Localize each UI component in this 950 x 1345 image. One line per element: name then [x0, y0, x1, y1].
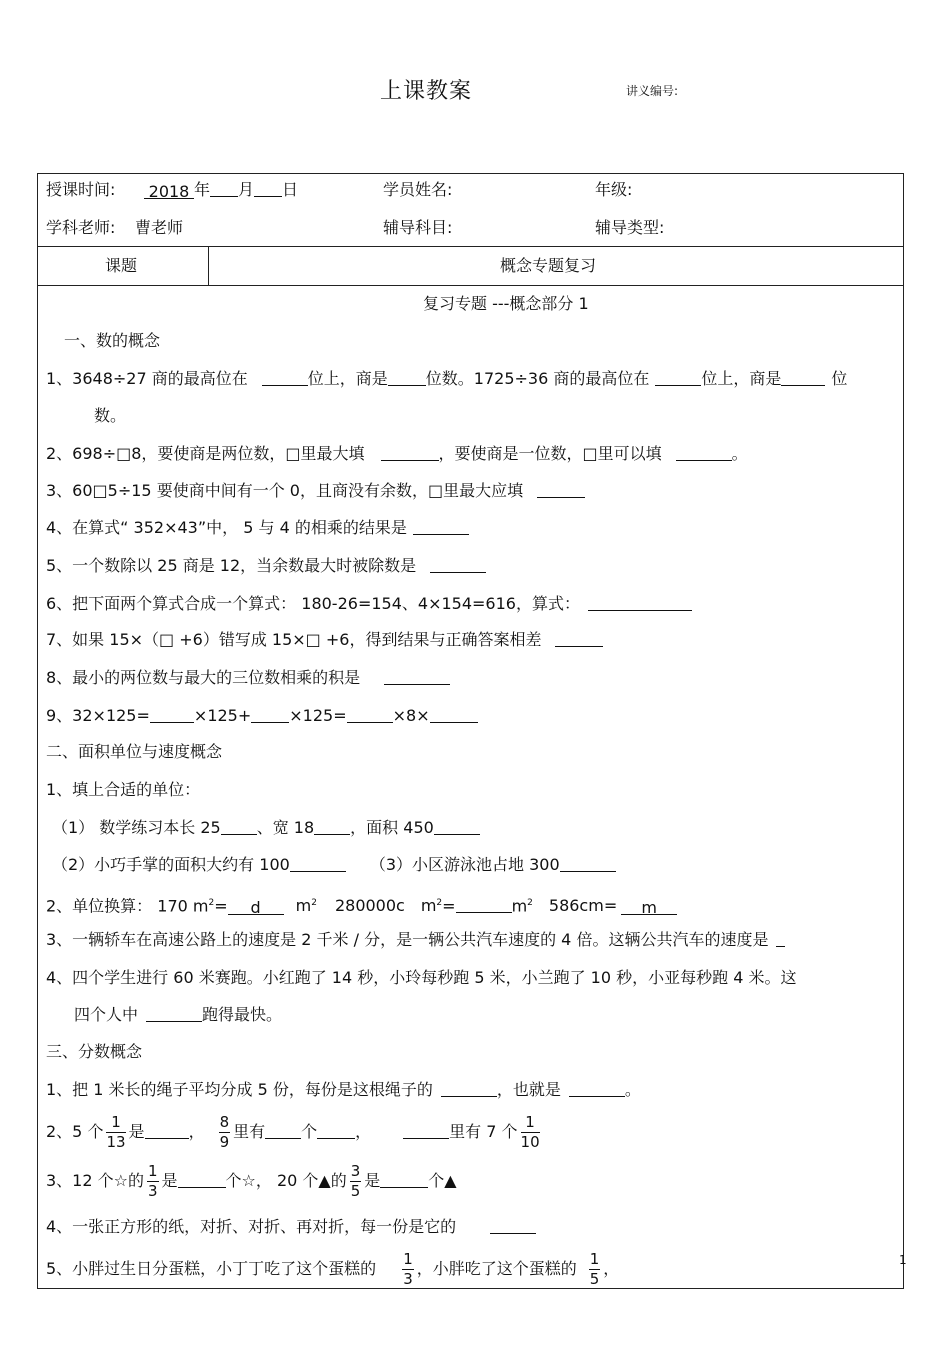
- answer-blank: [569, 1080, 625, 1097]
- answer-blank: [221, 818, 257, 835]
- handout-number-label: 讲义编号:: [626, 84, 679, 98]
- question-2-1-part-1: [52, 818, 480, 838]
- q-text: 4、一张正方形的纸，对折、对折、再对折，每一份是它的: [46, 1217, 457, 1236]
- answer-blank: [380, 1171, 428, 1188]
- question-3-5: [46, 1250, 619, 1289]
- question-1-3: [46, 481, 585, 501]
- teacher-name: 曹老师: [135, 218, 184, 237]
- q-text: 2、5 个: [46, 1122, 104, 1141]
- q-text: 个☆， 20 个▲的: [225, 1171, 347, 1190]
- q-text: ，: [355, 1122, 372, 1141]
- q-text: 9、32×125=: [46, 706, 150, 725]
- grade-label: 年级:: [595, 180, 633, 199]
- answer-blank: [456, 896, 512, 913]
- q-text: ×125+: [193, 706, 252, 725]
- q-text: 7、如果 15×（□ +6）错写成 15×□ +6，得到结果与正确答案相差: [46, 630, 542, 649]
- answer-blank: [178, 1171, 226, 1188]
- q-text: m: [295, 896, 312, 916]
- page-title: 上课教案: [380, 79, 473, 104]
- month-blank: [210, 180, 238, 197]
- q-text: m: [511, 896, 528, 916]
- q-text: 5、一个数除以 25 商是 12，当余数最大时被除数是: [46, 556, 417, 575]
- question-1-8: [46, 668, 450, 688]
- question-3-1: [46, 1080, 641, 1100]
- question-2-2: [46, 893, 677, 916]
- q-text: 是: [364, 1171, 381, 1190]
- q-text: =: [442, 896, 456, 916]
- answer-blank: [781, 369, 825, 386]
- q-text: 3、12 个☆的: [46, 1171, 144, 1190]
- denominator: 3: [403, 1270, 413, 1288]
- month-unit: 月: [238, 180, 255, 199]
- numerator: 3: [350, 1162, 361, 1180]
- question-1-9: [46, 706, 478, 726]
- fraction-1-10: [521, 1113, 540, 1152]
- denominator: 10: [520, 1133, 540, 1151]
- numerator: 1: [403, 1250, 413, 1268]
- answer-blank: [434, 818, 480, 835]
- answer-blank: [347, 706, 393, 723]
- question-1-7: [46, 630, 603, 650]
- question-3-2: [46, 1113, 543, 1152]
- answer-blank: [251, 706, 289, 723]
- topic-column-divider: [208, 246, 209, 285]
- teacher-label: 学科老师:: [46, 218, 116, 237]
- q-text: 跑得最快。: [202, 1005, 283, 1024]
- question-1-5: [46, 556, 486, 576]
- answer-blank: [265, 1122, 301, 1139]
- q-text: 4、在算式“ 352×43”中， 5 与 4 的相乘的结果是: [46, 518, 407, 537]
- denominator: 3: [147, 1182, 158, 1200]
- q-text: 四个人中: [74, 1005, 139, 1024]
- q-text: ×8×: [392, 706, 430, 725]
- q-text: 位: [831, 369, 848, 388]
- denominator: 5: [350, 1182, 361, 1200]
- q-text: 位上，商是: [701, 369, 782, 388]
- superscript: 2: [527, 898, 533, 908]
- section-3-heading: 三、分数概念: [46, 1042, 143, 1061]
- answer-blank: [430, 706, 478, 723]
- answer-blank: [150, 706, 194, 723]
- numerator: 1: [147, 1162, 158, 1180]
- answer-blank: [314, 818, 350, 835]
- answer-blank: [776, 930, 785, 947]
- q-text: （2）小巧手掌的面积大约有 100: [52, 855, 290, 874]
- q-text: 2、698÷□8，要使商是两位数，□里最大填: [46, 444, 365, 463]
- superscript: 2: [311, 898, 317, 908]
- q-text: 是: [128, 1122, 145, 1141]
- question-1-4: [46, 518, 469, 538]
- section-1-heading: 一、数的概念: [64, 331, 161, 350]
- day-unit: 日: [282, 180, 299, 199]
- answer-blank: [560, 855, 616, 872]
- answer-blank: [384, 668, 450, 685]
- q-text: m: [420, 896, 437, 916]
- question-2-3: [46, 930, 785, 950]
- superscript: 2: [208, 898, 215, 908]
- q-text: 5、小胖过生日分蛋糕，小丁丁吃了这个蛋糕的: [46, 1259, 377, 1278]
- q-text: 位上，商是: [307, 369, 388, 388]
- q-text: 2、单位换算： 170 m: [46, 896, 209, 916]
- q-text: ，小胖吃了这个蛋糕的: [416, 1259, 577, 1278]
- answer-blank: [413, 518, 469, 535]
- q-text: 6、把下面两个算式合成一个算式： 180-26=154、4×154=616，算式：: [46, 594, 580, 613]
- q-text: 位数。1725÷36 商的最高位在: [425, 369, 650, 388]
- q-text: ，: [188, 1122, 205, 1141]
- q-text: 280000c: [334, 896, 405, 916]
- answer-unit: m: [621, 898, 677, 915]
- time-label: 授课时间:: [46, 180, 116, 199]
- q-text: 3、一辆轿车在高速公路上的速度是 2 千米 / 分，是一辆公共汽车速度的 4 倍。这辆公共汽车的速度是: [46, 930, 769, 949]
- student-name-label: 学员姓名:: [383, 180, 453, 199]
- answer-blank: [145, 1122, 189, 1139]
- answer-blank: [381, 444, 439, 461]
- question-2-4-continued: [74, 1005, 282, 1025]
- fraction-1-3: [402, 1250, 414, 1289]
- q-text: 586cm=: [548, 896, 618, 916]
- numerator: 8: [219, 1113, 230, 1131]
- q-text: 。: [624, 1080, 641, 1099]
- answer-blank: [430, 556, 486, 573]
- type-label: 辅导类型:: [595, 218, 665, 237]
- topic-value: 概念专题复习: [500, 256, 597, 275]
- day-blank: [254, 180, 282, 197]
- question-1-1: [46, 369, 847, 389]
- q-text: ，面积 450: [350, 818, 434, 837]
- answer-blank: [317, 1122, 355, 1139]
- fraction-8-9: [219, 1113, 231, 1152]
- q-text: 8、最小的两位数与最大的三位数相乘的积是: [46, 668, 361, 687]
- answer-blank: [262, 369, 308, 386]
- subject-label: 辅导科目:: [383, 218, 453, 237]
- question-2-1: 1、填上合适的单位：: [46, 780, 201, 799]
- fraction-1-3: [147, 1162, 159, 1201]
- question-1-2: [46, 444, 748, 464]
- q-text: ×125=: [289, 706, 347, 725]
- q-text: 个▲: [428, 1171, 457, 1190]
- q-text: 里有: [233, 1122, 266, 1141]
- q-text: 1、把 1 米长的绳子平均分成 5 份，每份是这根绳子的: [46, 1080, 433, 1099]
- answer-blank: [388, 369, 426, 386]
- answer-blank: [655, 369, 701, 386]
- question-1-6: [46, 594, 692, 614]
- answer-blank: [403, 1122, 449, 1139]
- q-text: 。: [731, 444, 748, 463]
- numerator: 1: [521, 1113, 540, 1133]
- answer-blank: [555, 630, 603, 647]
- fraction-1-5: [589, 1250, 601, 1289]
- denominator: 9: [219, 1133, 230, 1151]
- question-2-1-part-2: [52, 855, 616, 875]
- question-3-3: [46, 1162, 457, 1201]
- q-text: =: [214, 896, 228, 916]
- answer-blank: [490, 1217, 536, 1234]
- answer-blank: [676, 444, 732, 461]
- year-unit: 年: [194, 180, 211, 199]
- q-text: 、宽 18: [256, 818, 315, 837]
- year-value: 2018: [144, 182, 194, 199]
- answer-unit: d: [228, 898, 284, 915]
- row-divider-1: [37, 246, 904, 247]
- answer-blank: [146, 1005, 202, 1022]
- numerator: 1: [589, 1250, 600, 1268]
- q-text: 1、3648÷27 商的最高位在: [46, 369, 248, 388]
- answer-blank: [537, 481, 585, 498]
- topic-label: 课题: [105, 256, 138, 275]
- answer-blank: [588, 594, 692, 611]
- answer-blank: [290, 855, 346, 872]
- answer-blank: [441, 1080, 497, 1097]
- row-divider-2: [37, 285, 904, 286]
- denominator: 5: [589, 1270, 600, 1288]
- section-2-heading: 二、面积单位与速度概念: [46, 742, 223, 761]
- q-text: 3、60□5÷15 要使商中间有一个 0，且商没有余数，□里最大应填: [46, 481, 524, 500]
- fraction-1-13: [106, 1113, 125, 1152]
- superscript: 2: [436, 898, 443, 908]
- numerator: 1: [106, 1113, 125, 1133]
- q-text: 里有 7 个: [449, 1122, 518, 1141]
- question-1-1-continued: 数。: [94, 406, 127, 425]
- question-2-4: 4、四个学生进行 60 米赛跑。小红跑了 14 秒，小玲每秒跑 5 米，小兰跑了 10 秒，小亚每秒跑 4 米。这: [46, 968, 797, 987]
- q-text: ，: [603, 1259, 620, 1278]
- q-text: （3）小区游泳池占地 300: [369, 855, 560, 874]
- q-text: 是: [161, 1171, 178, 1190]
- q-text: ，也就是: [496, 1080, 561, 1099]
- denominator: 13: [106, 1133, 126, 1151]
- q-text: 个: [301, 1122, 318, 1141]
- fraction-3-5: [350, 1162, 362, 1201]
- lesson-date: [144, 180, 298, 200]
- page-number: 1: [899, 1253, 907, 1267]
- q-text: （1） 数学练习本长 25: [52, 818, 221, 837]
- review-heading: 复习专题 ---概念部分 1: [423, 294, 589, 313]
- question-3-4: [46, 1217, 536, 1237]
- q-text: ，要使商是一位数，□里可以填: [438, 444, 662, 463]
